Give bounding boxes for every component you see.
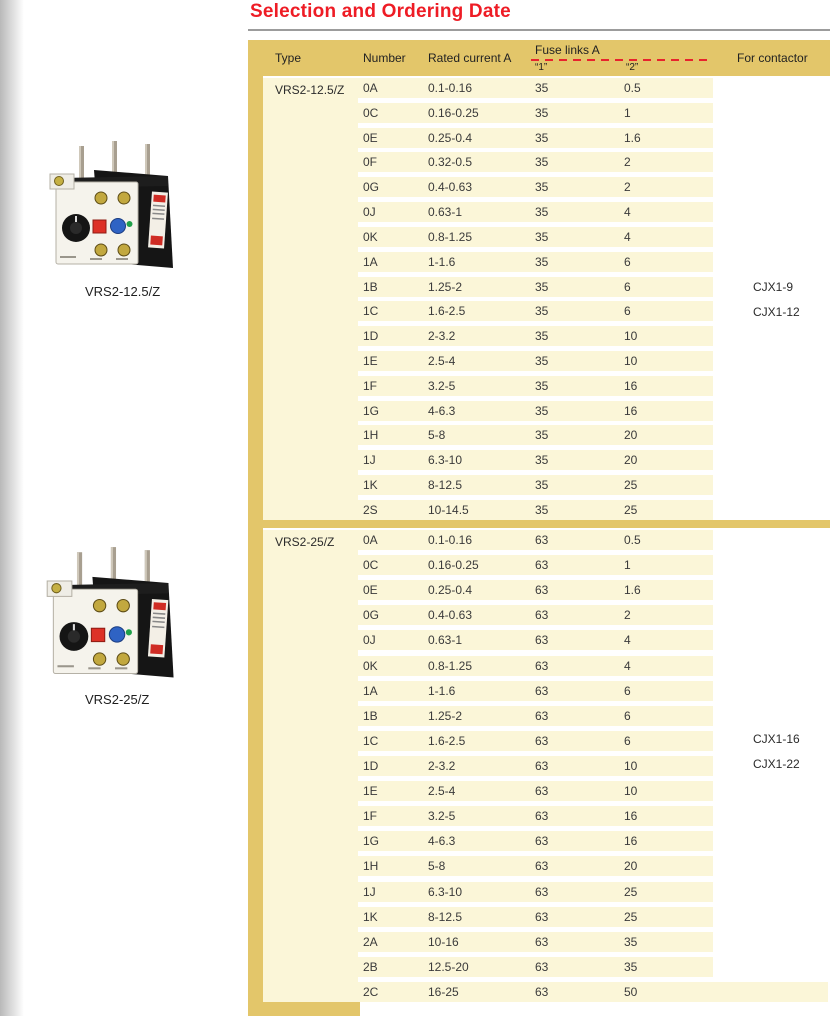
cell-fuse2: 50	[624, 984, 638, 999]
contactor-label: CJX1-12	[753, 305, 800, 319]
product-figure-vrs2-12-5	[46, 138, 186, 289]
cell-fuse1: 63	[535, 758, 549, 773]
cell-number: 0J	[363, 205, 376, 220]
table-row	[358, 656, 713, 676]
cell-number: 1G	[363, 403, 380, 418]
header-number: Number	[363, 51, 406, 65]
table-row	[358, 401, 713, 421]
cell-fuse2: 25	[624, 884, 638, 899]
table-row	[358, 957, 713, 977]
section-contactors	[753, 277, 800, 327]
cell-fuse1: 35	[535, 130, 549, 145]
table-row	[358, 982, 828, 1002]
cell-number: 1A	[363, 683, 378, 698]
cell-fuse1: 35	[535, 304, 549, 319]
table-row	[358, 555, 713, 575]
table-row	[358, 78, 713, 98]
cell-fuse2: 25	[624, 909, 638, 924]
cell-number: 0G	[363, 608, 380, 623]
cell-fuse2: 10	[624, 353, 638, 368]
cell-fuse1: 63	[535, 733, 549, 748]
cell-fuse1: 35	[535, 81, 549, 95]
cell-fuse2: 1	[624, 105, 631, 120]
cell-number: 1F	[363, 378, 378, 393]
table-row	[358, 907, 713, 927]
table-bottom-gold-bar	[248, 1002, 360, 1016]
table-row	[358, 152, 713, 172]
cell-number: 1C	[363, 733, 379, 748]
cell-rated: 2.5-4	[428, 353, 456, 368]
cell-rated: 1-1.6	[428, 254, 456, 269]
product-label-vrs2-12-5: VRS2-12.5/Z	[85, 284, 161, 299]
cell-rated: 1-1.6	[428, 683, 456, 698]
table-row	[358, 326, 713, 346]
cell-fuse1: 35	[535, 502, 549, 517]
cell-number: 0K	[363, 658, 378, 673]
header-fuse-links: Fuse links A	[535, 43, 600, 57]
cell-rated: 4-6.3	[428, 403, 456, 418]
cell-rated: 0.8-1.25	[428, 229, 473, 244]
cell-rated: 8-12.5	[428, 909, 463, 924]
table-row	[358, 605, 713, 625]
cell-rated: 1.25-2	[428, 708, 463, 723]
table-section	[248, 530, 830, 1002]
table-row	[358, 932, 713, 952]
cell-fuse1: 35	[535, 180, 549, 195]
cell-number: 2B	[363, 959, 378, 974]
cell-number: 0G	[363, 180, 380, 195]
cell-rated: 1.6-2.5	[428, 733, 466, 748]
title-rule	[248, 29, 830, 31]
cell-number: 0A	[363, 81, 378, 95]
cell-fuse1: 63	[535, 583, 549, 598]
table-row	[358, 630, 713, 650]
fuse-links-dashed-line	[531, 59, 713, 61]
cell-number: 1A	[363, 254, 378, 269]
cell-fuse1: 63	[535, 708, 549, 723]
product-figure-vrs2-25	[42, 544, 188, 699]
cell-fuse2: 6	[624, 279, 631, 294]
cell-rated: 12.5-20	[428, 959, 469, 974]
cell-fuse1: 63	[535, 934, 549, 949]
cell-rated: 0.4-0.63	[428, 608, 473, 623]
cell-fuse2: 4	[624, 205, 631, 220]
cell-rated: 0.16-0.25	[428, 558, 479, 573]
cell-fuse2: 0.5	[624, 81, 641, 95]
cell-fuse1: 35	[535, 279, 549, 294]
cell-rated: 0.63-1	[428, 205, 463, 220]
cell-rated: 2-3.2	[428, 329, 456, 344]
table-row	[358, 580, 713, 600]
table-row	[358, 277, 713, 297]
cell-number: 1F	[363, 809, 378, 824]
cell-rated: 0.25-0.4	[428, 583, 473, 598]
cell-rated: 2.5-4	[428, 784, 456, 799]
cell-number: 1J	[363, 884, 376, 899]
header-type: Type	[275, 51, 302, 65]
contactor-label: CJX1-16	[753, 732, 800, 746]
cell-number: 1J	[363, 453, 376, 468]
cell-fuse1: 63	[535, 809, 549, 824]
cell-fuse1: 63	[535, 608, 549, 623]
table-row	[358, 756, 713, 776]
cell-fuse2: 6	[624, 708, 631, 723]
table-row	[358, 781, 713, 801]
product-label-vrs2-25: VRS2-25/Z	[85, 692, 150, 707]
cell-fuse1: 63	[535, 984, 549, 999]
table-row	[358, 128, 713, 148]
cell-fuse1: 35	[535, 378, 549, 393]
cell-fuse2: 6	[624, 683, 631, 698]
cell-rated: 0.16-0.25	[428, 105, 479, 120]
cell-rated: 6.3-10	[428, 884, 463, 899]
table-row	[358, 227, 713, 247]
cell-fuse2: 10	[624, 329, 638, 344]
cell-fuse2: 1.6	[624, 130, 641, 145]
cell-fuse2: 4	[624, 658, 631, 673]
cell-number: 1D	[363, 758, 379, 773]
cell-rated: 1.25-2	[428, 279, 463, 294]
cell-rated: 0.63-1	[428, 633, 463, 648]
table-row	[358, 681, 713, 701]
table-row	[358, 103, 713, 123]
table-row	[358, 450, 713, 470]
cell-rated: 3.2-5	[428, 378, 456, 393]
table-section	[248, 78, 830, 520]
cell-rated: 0.1-0.16	[428, 81, 473, 95]
table-row	[358, 831, 713, 851]
cell-fuse1: 35	[535, 105, 549, 120]
cell-rated: 5-8	[428, 428, 446, 443]
cell-fuse2: 35	[624, 959, 638, 974]
cell-number: 0C	[363, 558, 379, 573]
cell-fuse1: 35	[535, 428, 549, 443]
header-rated-current: Rated current A	[428, 51, 512, 65]
cell-rated: 5-8	[428, 859, 446, 874]
cell-number: 1H	[363, 428, 379, 443]
header-fuse-sub1: “1”	[535, 62, 548, 73]
cell-fuse2: 20	[624, 428, 638, 443]
cell-fuse2: 16	[624, 378, 638, 393]
cell-fuse1: 63	[535, 959, 549, 974]
cell-fuse2: 2	[624, 608, 631, 623]
cell-fuse1: 63	[535, 909, 549, 924]
cell-rated: 0.25-0.4	[428, 130, 473, 145]
table-row	[358, 177, 713, 197]
cell-fuse1: 35	[535, 403, 549, 418]
cell-number: 0C	[363, 105, 379, 120]
table-row	[358, 706, 713, 726]
header-fuse-sub2: “2”	[626, 62, 639, 73]
cell-rated: 0.8-1.25	[428, 658, 473, 673]
table-row	[358, 351, 713, 371]
cell-fuse2: 6	[624, 254, 631, 269]
header-for-contactor: For contactor	[737, 51, 808, 65]
cell-rated: 3.2-5	[428, 809, 456, 824]
type-column	[263, 530, 358, 1002]
cell-number: 1E	[363, 784, 378, 799]
cell-fuse1: 35	[535, 478, 549, 492]
cell-fuse2: 4	[624, 633, 631, 648]
cell-number: 0F	[363, 155, 378, 170]
section-type-label: VRS2-12.5/Z	[275, 83, 345, 97]
type-column	[263, 78, 358, 520]
cell-fuse1: 63	[535, 633, 549, 648]
table-row	[358, 376, 713, 396]
table-header	[248, 40, 830, 76]
table-row	[358, 806, 713, 826]
cell-fuse2: 20	[624, 453, 638, 468]
cell-fuse2: 20	[624, 859, 638, 874]
cell-number: 0E	[363, 130, 378, 145]
cell-fuse1: 63	[535, 784, 549, 799]
cell-rated: 0.32-0.5	[428, 155, 473, 170]
cell-rated: 1.6-2.5	[428, 304, 466, 319]
cell-fuse1: 63	[535, 558, 549, 573]
cell-fuse2: 25	[624, 502, 638, 517]
cell-fuse1: 63	[535, 533, 549, 547]
cell-number: 1C	[363, 304, 379, 319]
cell-fuse2: 2	[624, 155, 631, 170]
cell-fuse1: 35	[535, 254, 549, 269]
cell-fuse1: 63	[535, 658, 549, 673]
section-separator-bar	[248, 520, 830, 528]
cell-fuse2: 10	[624, 758, 638, 773]
cell-rated: 2-3.2	[428, 758, 456, 773]
cell-fuse1: 35	[535, 453, 549, 468]
table-row	[358, 731, 713, 751]
cell-fuse2: 6	[624, 733, 631, 748]
table-row	[358, 475, 713, 495]
relay-product-image	[46, 138, 186, 284]
cell-fuse2: 35	[624, 934, 638, 949]
cell-fuse1: 63	[535, 834, 549, 849]
cell-number: 2S	[363, 502, 378, 517]
cell-fuse1: 35	[535, 329, 549, 344]
cell-number: 1G	[363, 834, 380, 849]
contactor-label: CJX1-9	[753, 280, 794, 294]
section-contactors	[753, 729, 800, 779]
cell-number: 1B	[363, 708, 378, 723]
cell-fuse1: 35	[535, 155, 549, 170]
cell-number: 1H	[363, 859, 379, 874]
table-row	[358, 882, 713, 902]
cell-number: 1K	[363, 478, 378, 492]
cell-rated: 16-25	[428, 984, 459, 999]
cell-number: 0K	[363, 229, 378, 244]
cell-rated: 8-12.5	[428, 478, 463, 492]
cell-number: 1K	[363, 909, 378, 924]
cell-fuse2: 0.5	[624, 533, 641, 547]
cell-fuse2: 16	[624, 834, 638, 849]
cell-number: 0E	[363, 583, 378, 598]
table-row	[358, 252, 713, 272]
table-row	[358, 856, 713, 876]
page-edge-shade	[0, 0, 24, 1016]
table-row	[358, 500, 713, 520]
cell-fuse2: 1.6	[624, 583, 641, 598]
cell-fuse1: 63	[535, 859, 549, 874]
cell-rated: 4-6.3	[428, 834, 456, 849]
cell-rated: 6.3-10	[428, 453, 463, 468]
cell-number: 0J	[363, 633, 376, 648]
cell-fuse1: 35	[535, 353, 549, 368]
relay-product-image	[42, 544, 188, 694]
contactor-label: CJX1-22	[753, 757, 800, 771]
cell-fuse2: 16	[624, 403, 638, 418]
cell-fuse2: 25	[624, 478, 638, 492]
cell-fuse2: 6	[624, 304, 631, 319]
cell-rated: 10-14.5	[428, 502, 469, 517]
table-row	[358, 202, 713, 222]
cell-fuse1: 63	[535, 683, 549, 698]
section-type-label: VRS2-25/Z	[275, 535, 335, 549]
cell-number: 2A	[363, 934, 378, 949]
table-row	[358, 530, 713, 550]
cell-fuse1: 35	[535, 205, 549, 220]
cell-fuse1: 35	[535, 229, 549, 244]
cell-number: 1E	[363, 353, 378, 368]
cell-rated: 0.1-0.16	[428, 533, 473, 547]
table-row	[358, 425, 713, 445]
cell-fuse2: 1	[624, 558, 631, 573]
cell-rated: 10-16	[428, 934, 459, 949]
cell-number: 1D	[363, 329, 379, 344]
cell-number: 2C	[363, 984, 379, 999]
cell-number: 1B	[363, 279, 378, 294]
cell-fuse2: 16	[624, 809, 638, 824]
page-title: Selection and Ordering Date	[250, 1, 511, 22]
cell-fuse1: 63	[535, 884, 549, 899]
cell-fuse2: 4	[624, 229, 631, 244]
cell-fuse2: 2	[624, 180, 631, 195]
table-row	[358, 301, 713, 321]
cell-number: 0A	[363, 533, 378, 547]
cell-fuse2: 10	[624, 784, 638, 799]
selection-table	[248, 40, 830, 1016]
cell-rated: 0.4-0.63	[428, 180, 473, 195]
